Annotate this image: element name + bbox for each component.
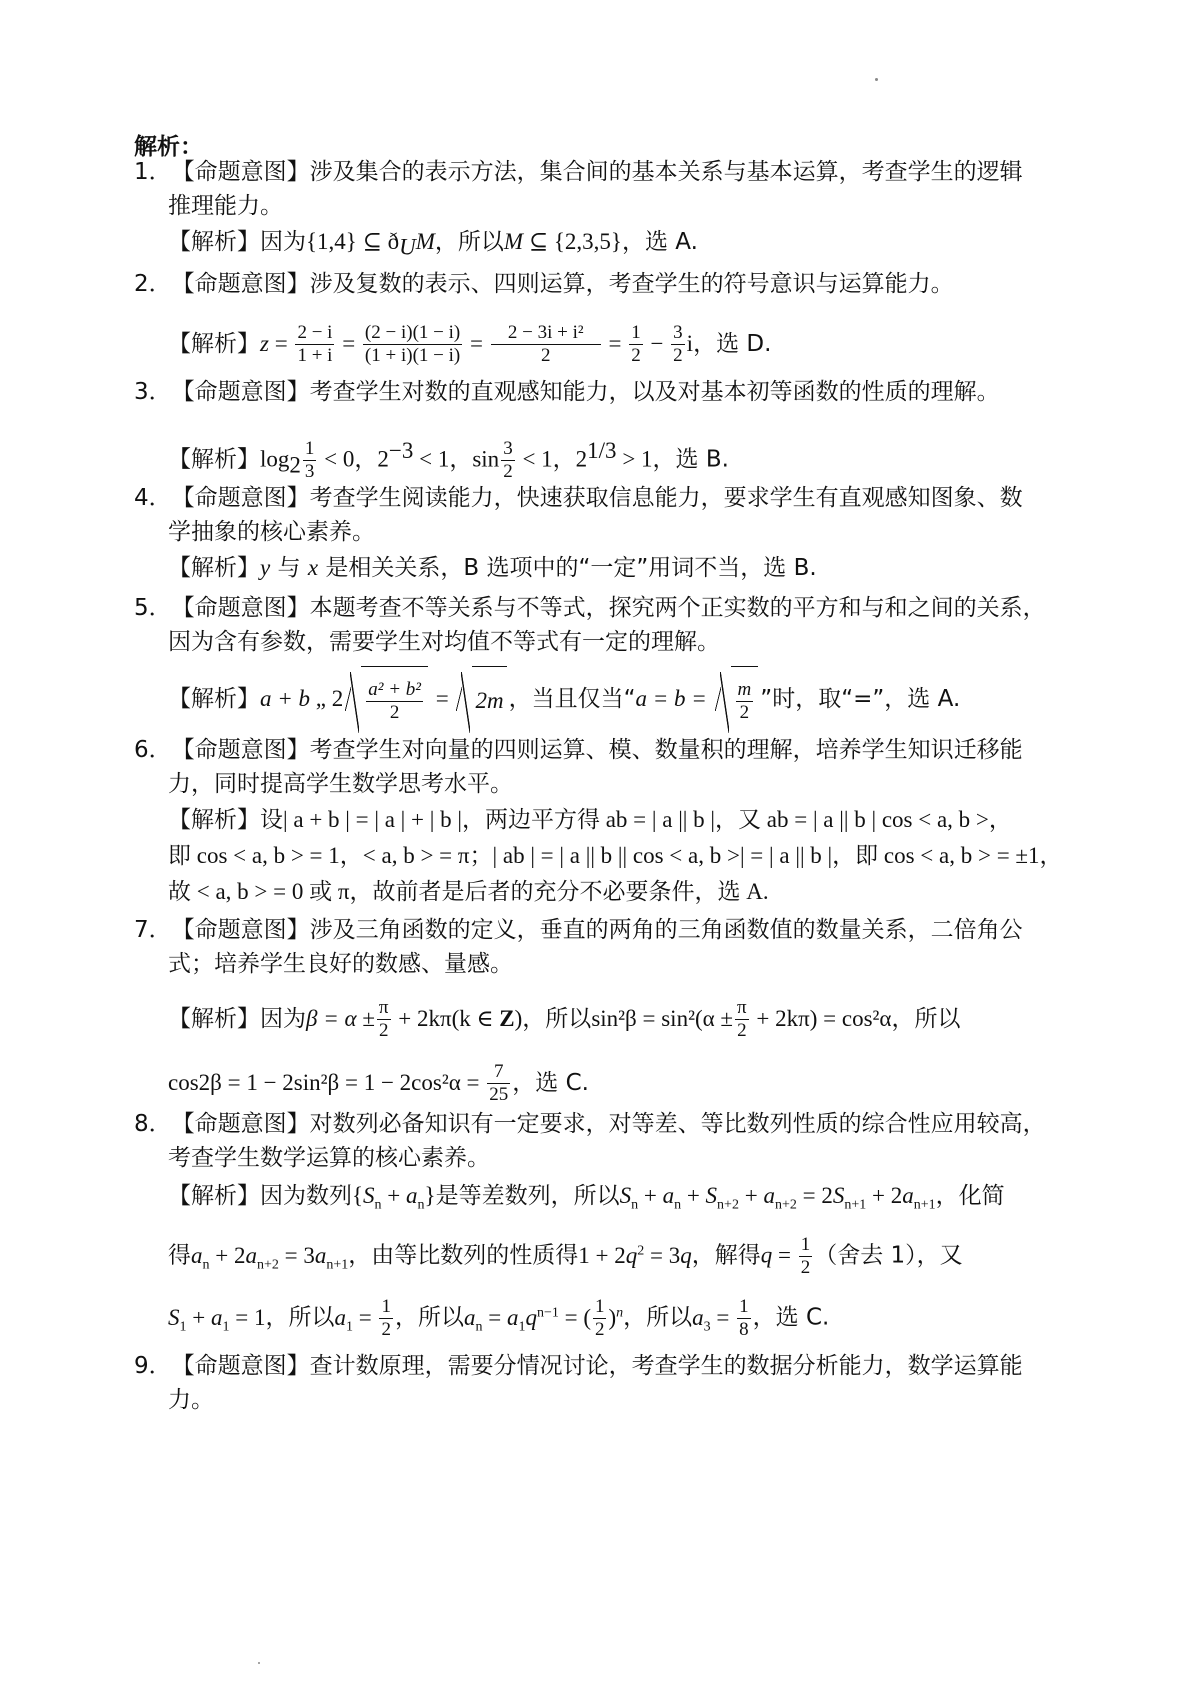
- question-number: 7．: [134, 917, 172, 943]
- fraction: [487, 1061, 510, 1106]
- q8-answer-line1: [168, 1180, 1005, 1222]
- scan-dot: [875, 78, 878, 81]
- fraction: [735, 997, 749, 1042]
- math: + 2kπ(k ∈: [392, 1006, 500, 1031]
- numerator: 2 − 3i + i²: [491, 322, 601, 345]
- q4-intent-line: [134, 482, 1023, 514]
- question-number: 3．: [134, 379, 172, 405]
- fraction: [737, 1296, 751, 1341]
- numerator: 1: [304, 437, 315, 459]
- text: ，选 C.: [752, 1304, 830, 1331]
- math: $a_n = a_1q^{n-1}$ = (: [463, 1304, 591, 1335]
- math: ð: [387, 229, 400, 254]
- math: i: [686, 331, 694, 356]
- text: 因为: [260, 1006, 306, 1032]
- fraction: [671, 322, 685, 367]
- q2-intent: 【命题意图】涉及复数的表示、四则运算，考查学生的符号意识与运算能力。: [171, 271, 954, 297]
- question-number: 1．: [134, 159, 172, 185]
- square-root: [456, 666, 506, 733]
- text: ，所以: [623, 1304, 693, 1331]
- q6-answer-line3: [168, 876, 769, 908]
- math: $a_1$ =: [334, 1304, 378, 1335]
- text: 得: [168, 1242, 191, 1269]
- math: U: [399, 234, 416, 260]
- math: =: [602, 331, 628, 356]
- text: ，所以: [891, 1006, 961, 1032]
- answer-label: 【解析】: [168, 1006, 260, 1032]
- numerator: 1: [631, 322, 641, 343]
- denominator: 2: [737, 1020, 747, 1041]
- math: $\{S_n + a_n\}$: [352, 1183, 436, 1213]
- answer-label: 【解析】: [168, 1183, 260, 1209]
- numerator: a² + b²: [368, 679, 421, 700]
- math: 2m: [472, 666, 506, 733]
- math: > 1: [616, 446, 653, 472]
- q5-intent-cont: 因为含有参数，需要学生对均值不等式有一定的理解。: [168, 629, 720, 655]
- q7-answer-line2: [168, 1054, 589, 1112]
- math: =: [268, 331, 294, 356]
- fraction: [379, 1296, 393, 1341]
- denominator: 2: [594, 1318, 605, 1340]
- math: ⊆: [356, 229, 388, 254]
- text: 与: [270, 555, 308, 581]
- math: „: [310, 686, 332, 711]
- q9-intent: 【命题意图】查计数原理，需要分情况讨论，考查学生的数据分析能力，数学运算能: [171, 1353, 1023, 1379]
- text: ，选 B.: [652, 446, 729, 473]
- math: =: [464, 331, 489, 356]
- math: < 0，: [318, 446, 378, 472]
- math: {2,3,5}: [553, 229, 622, 254]
- math: 2: [289, 452, 301, 478]
- denominator: 3: [304, 460, 315, 482]
- q6-intent-line: [134, 734, 1023, 766]
- q5-answer: [168, 666, 960, 733]
- denominator: 2: [503, 460, 513, 482]
- math: a = b =: [635, 686, 713, 711]
- text: 是等差数列，所以: [435, 1183, 620, 1209]
- math: −: [644, 331, 670, 356]
- numerator: π: [737, 997, 747, 1018]
- math: 2: [331, 686, 344, 711]
- text: ，所以: [394, 1304, 464, 1331]
- math: M: [415, 229, 435, 254]
- answer-label: 【解析】: [168, 229, 260, 255]
- numerator: 3: [673, 322, 683, 343]
- q7-intent: 【命题意图】涉及三角函数的定义，垂直的两角的三角函数值的数量关系，二倍角公: [171, 917, 1023, 943]
- question-number: 6．: [134, 737, 172, 763]
- numerator: 1: [594, 1295, 605, 1317]
- math: + 2kπ) = cos²α: [750, 1006, 892, 1031]
- math: $1 + 2q^2 = 3q$: [578, 1242, 692, 1268]
- math: Z: [499, 1006, 515, 1031]
- text: ，当且仅当“: [508, 686, 636, 712]
- q7-intent-line: [134, 914, 1023, 946]
- q1-intent: 【命题意图】涉及集合的表示方法，集合间的基本关系与基本运算，考查学生的逻辑: [171, 159, 1023, 185]
- math: a + b: [260, 686, 311, 711]
- q1-intent-cont: 推理能力。: [168, 193, 283, 219]
- denominator: 1 + i: [297, 345, 333, 366]
- q6-answer-line1: [168, 804, 1012, 836]
- section-heading: 解析：: [134, 134, 203, 160]
- math: q: [760, 1242, 773, 1268]
- denominator: 2: [378, 1020, 389, 1041]
- math: $a_n + 2a_{n+2} = 3a_{n+1}$: [191, 1242, 349, 1273]
- fraction: [491, 322, 601, 367]
- denominator: 2: [800, 1256, 811, 1278]
- math: < 1，: [413, 446, 473, 472]
- numerator: 1: [800, 1233, 811, 1255]
- math: )，所以: [514, 1006, 592, 1031]
- math: $S_1 + a_1 = 1$: [168, 1304, 266, 1335]
- text: ，所以: [434, 229, 504, 255]
- q2-answer: [168, 314, 771, 374]
- math: −3: [388, 438, 414, 463]
- numerator: (2 − i)(1 − i): [364, 322, 461, 343]
- question-number: 5．: [134, 595, 172, 621]
- square-root: [345, 666, 428, 733]
- math: < 1，: [516, 446, 576, 472]
- math: ⊆: [523, 229, 554, 254]
- math: 2: [575, 446, 588, 472]
- math: 即 cos < a, b > = 1，< a, b > = π；| ab | = | a || b || cos < a, b >| = | a || b |，即 cos < a, b > = ±1，: [168, 843, 1063, 868]
- q6-intent: 【命题意图】考查学生对向量的四则运算、模、数量积的理解，培养学生知识迁移能: [171, 737, 1023, 763]
- question-number: 4．: [134, 485, 172, 511]
- text: ，选 C.: [512, 1070, 589, 1096]
- math: =: [336, 331, 361, 356]
- answer-label: 【解析】: [168, 331, 260, 357]
- math: 故 < a, b > = 0 或 π，故前者是后者的充分不必要条件，选 A.: [168, 879, 769, 904]
- answer-label: 【解析】: [168, 555, 260, 581]
- math: log: [260, 446, 290, 472]
- denominator: 2: [381, 1318, 391, 1340]
- fraction: [629, 322, 643, 367]
- denominator: 2: [631, 345, 641, 366]
- q2-intent-line: [134, 268, 954, 300]
- text: ，选 D.: [693, 331, 772, 357]
- math: 2: [377, 446, 389, 472]
- fraction: [799, 1234, 813, 1279]
- math: )$^n$: [608, 1304, 624, 1330]
- fraction: [593, 1296, 607, 1341]
- numerator: 3: [503, 437, 513, 459]
- q3-intent-line: [134, 376, 1000, 408]
- fraction: [736, 679, 754, 724]
- numerator: 2 − i: [297, 322, 333, 343]
- square-root: [715, 666, 759, 733]
- q4-intent: 【命题意图】考查学生阅读能力，快速获取信息能力，要求学生有直观感知图象、数: [171, 485, 1023, 511]
- text: ，解得: [691, 1242, 761, 1269]
- question-number: 9．: [134, 1353, 172, 1379]
- q8-answer-line3: [168, 1284, 829, 1356]
- denominator: (1 + i)(1 − i): [364, 345, 461, 366]
- math: 1/3: [587, 438, 617, 463]
- denominator: 2: [389, 702, 400, 723]
- q5-intent: 【命题意图】本题考查不等关系与不等式，探究两个正实数的平方和与和之间的关系，: [171, 595, 1046, 621]
- denominator: 2: [540, 345, 551, 366]
- q8-intent-line: [134, 1108, 1046, 1140]
- text: ，选 A.: [621, 229, 698, 255]
- q7-answer-line1: [168, 990, 960, 1048]
- fraction: [295, 322, 334, 367]
- q4-intent-cont: 学抽象的核心素养。: [168, 519, 375, 545]
- numerator: π: [378, 997, 389, 1018]
- math: =: [429, 686, 455, 711]
- text: ，由等比数列的性质得: [348, 1242, 579, 1269]
- question-number: 2．: [134, 271, 172, 297]
- q9-intent-cont: 力。: [168, 1387, 214, 1413]
- math: sin²β = sin²(α ±: [591, 1006, 734, 1031]
- q5-intent-line: [134, 592, 1046, 624]
- fraction: [303, 438, 317, 483]
- numerator: 7: [487, 1061, 510, 1084]
- q4-answer: [168, 552, 817, 584]
- fraction: [363, 322, 462, 367]
- text: 是相关关系，B 选项中的“一定”用词不当，选 B.: [318, 555, 817, 581]
- math: {1,4}: [306, 229, 357, 254]
- q7-intent-cont: 式；培养学生良好的数感、量感。: [168, 951, 513, 977]
- fraction: [501, 438, 515, 483]
- q1-answer: [168, 226, 698, 264]
- math: β = α ±: [306, 1006, 375, 1031]
- text: ，化简: [935, 1183, 1005, 1209]
- math: M: [503, 229, 524, 254]
- answer-label: 【解析】: [168, 686, 260, 712]
- math: z: [260, 331, 269, 356]
- numerator: 1: [739, 1295, 749, 1317]
- question-number: 8．: [134, 1111, 172, 1137]
- denominator: 25: [489, 1084, 509, 1105]
- scan-dot: [258, 1662, 260, 1664]
- text: （舍去 1），又: [814, 1242, 963, 1269]
- denominator: 2: [673, 345, 683, 366]
- q9-intent-line: [134, 1350, 1023, 1382]
- math: sin: [472, 446, 500, 472]
- numerator: 1: [381, 1295, 391, 1317]
- math: =: [772, 1242, 797, 1268]
- text: ，所以: [265, 1304, 335, 1331]
- math: y: [260, 555, 271, 580]
- q3-intent: 【命题意图】考查学生对数的直观感知能力，以及对基本初等函数的性质的理解。: [171, 379, 1000, 405]
- q1-intent-line: [134, 156, 1023, 188]
- q6-intent-cont: 力，同时提高学生数学思考水平。: [168, 771, 513, 797]
- denominator: 2: [739, 702, 750, 723]
- math: 设| a + b | = | a | + | b |，两边平方得 ab = | a || b |，又 ab = | a || b | cos < a, b >，: [260, 807, 1012, 832]
- math: $a_3$ =: [692, 1304, 736, 1335]
- q8-intent: 【命题意图】对数列必备知识有一定要求，对等差、等比数列性质的综合性应用较高，: [171, 1111, 1046, 1137]
- denominator: 8: [739, 1318, 749, 1340]
- fraction: [366, 679, 423, 724]
- q6-answer-line2: [168, 840, 1063, 872]
- fraction: [377, 997, 391, 1042]
- math: $S_n + a_n + S_{n+2} + a_{n+2} = 2S_{n+1} + 2a_{n+1}$: [619, 1183, 936, 1213]
- q8-intent-cont: 考查学生数学运算的核心素养。: [168, 1145, 490, 1171]
- text: 因为: [260, 229, 306, 255]
- math: x: [307, 555, 319, 580]
- answer-label: 【解析】: [168, 807, 260, 833]
- numerator: m: [737, 679, 752, 700]
- text: ”时，取“=”，选 A.: [760, 686, 961, 712]
- answer-label: 【解析】: [168, 446, 260, 473]
- text: 因为数列: [260, 1183, 352, 1209]
- math: cos2β = 1 − 2sin²β = 1 − 2cos²α =: [168, 1070, 486, 1095]
